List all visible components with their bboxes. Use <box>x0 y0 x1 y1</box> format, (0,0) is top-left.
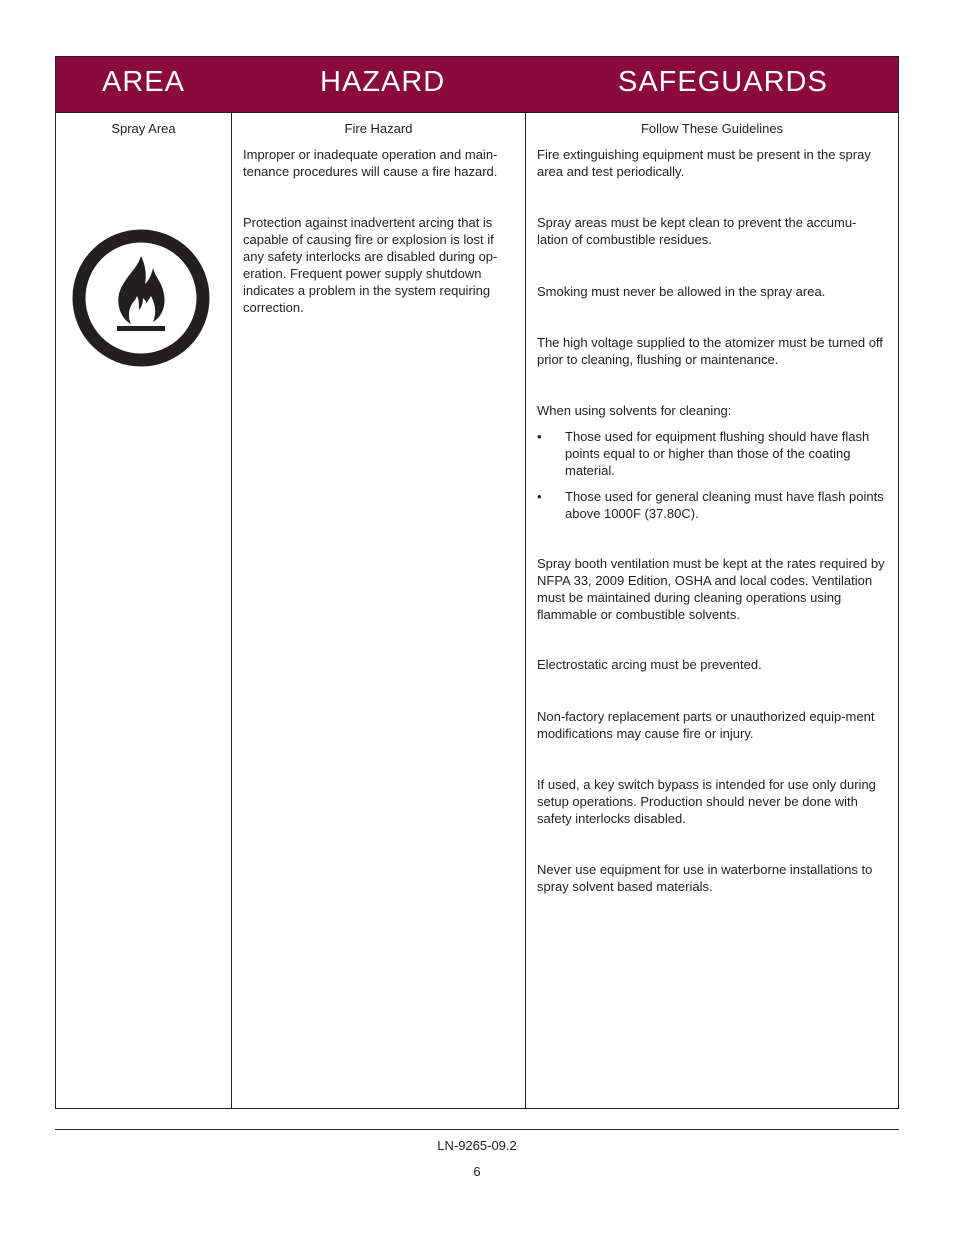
hazard-column <box>232 113 525 1108</box>
page-number: 6 <box>473 1164 481 1179</box>
safeguard-paragraph: Never use equipment for use in waterborne installations to spray solvent based materials. <box>537 862 873 894</box>
list-item <box>537 428 887 479</box>
hazard-paragraph: Improper or inadequate operation and main-tenance procedures will cause a fire hazard. <box>243 147 498 179</box>
bullet-glyph: • <box>537 489 542 504</box>
safeguard-paragraph: Spray areas must be kept clean to prevent the accumu-lation of combustible residues. <box>537 215 857 247</box>
area-column <box>56 113 231 1108</box>
safeguard-paragraph: Spray booth ventilation must be kept at the rates required by NFPA 33, 2009 Edition, OSHA and local codes. Ventilation must be maintained during cleaning operations using flammable or combustible solvents. <box>537 556 885 622</box>
safeguard-paragraph: Fire extinguishing equipment must be present in the spray area and test periodically. <box>537 147 871 179</box>
safeguards-column-title: Follow These Guidelines <box>640 121 784 136</box>
safeguard-paragraph: Smoking must never be allowed in the spray area. <box>537 284 826 299</box>
bullet-text: Those used for general cleaning must have flash points above 1000F (37.80C). <box>565 489 884 521</box>
safeguards-column <box>526 113 898 1108</box>
safeguard-paragraph: Non-factory replacement parts or unauthorized equip-ment modifications may cause fire or injury. <box>537 709 875 741</box>
safeguard-paragraph: When using solvents for cleaning: <box>537 403 732 418</box>
hazard-paragraph: Protection against inadvertent arcing that is capable of causing fire or explosion is lost if any safety interlocks are disabled during op-eration. Frequent power supply shutdown indicates a problem in the system requiring correction. <box>243 215 498 315</box>
solvent-bullet-list <box>537 428 887 531</box>
header-hazard: HAZARD <box>320 66 446 98</box>
flammable-fire-icon <box>71 228 211 368</box>
document-number: LN-9265-09.2 <box>437 1138 517 1153</box>
list-item <box>537 488 887 522</box>
header-safeguards: SAFEGUARDS <box>618 66 828 98</box>
safeguard-paragraph: The high voltage supplied to the atomizer must be turned off prior to cleaning, flushing or maintenance. <box>537 335 883 367</box>
area-column-title: Spray Area <box>111 121 176 136</box>
bullet-glyph: • <box>537 429 542 444</box>
bullet-text: Those used for equipment flushing should have flash points equal to or higher than those of the coating material. <box>565 429 870 478</box>
footer-divider <box>55 1129 899 1130</box>
safety-table <box>55 56 899 1109</box>
header-area: AREA <box>102 66 185 98</box>
safeguard-paragraph: Electrostatic arcing must be prevented. <box>537 657 762 672</box>
safeguard-paragraph: If used, a key switch bypass is intended for use only during setup operations. Production should never be done with safety interlocks disabled. <box>537 777 876 826</box>
table-header <box>56 57 898 113</box>
hazard-column-title: Fire Hazard <box>344 121 413 136</box>
